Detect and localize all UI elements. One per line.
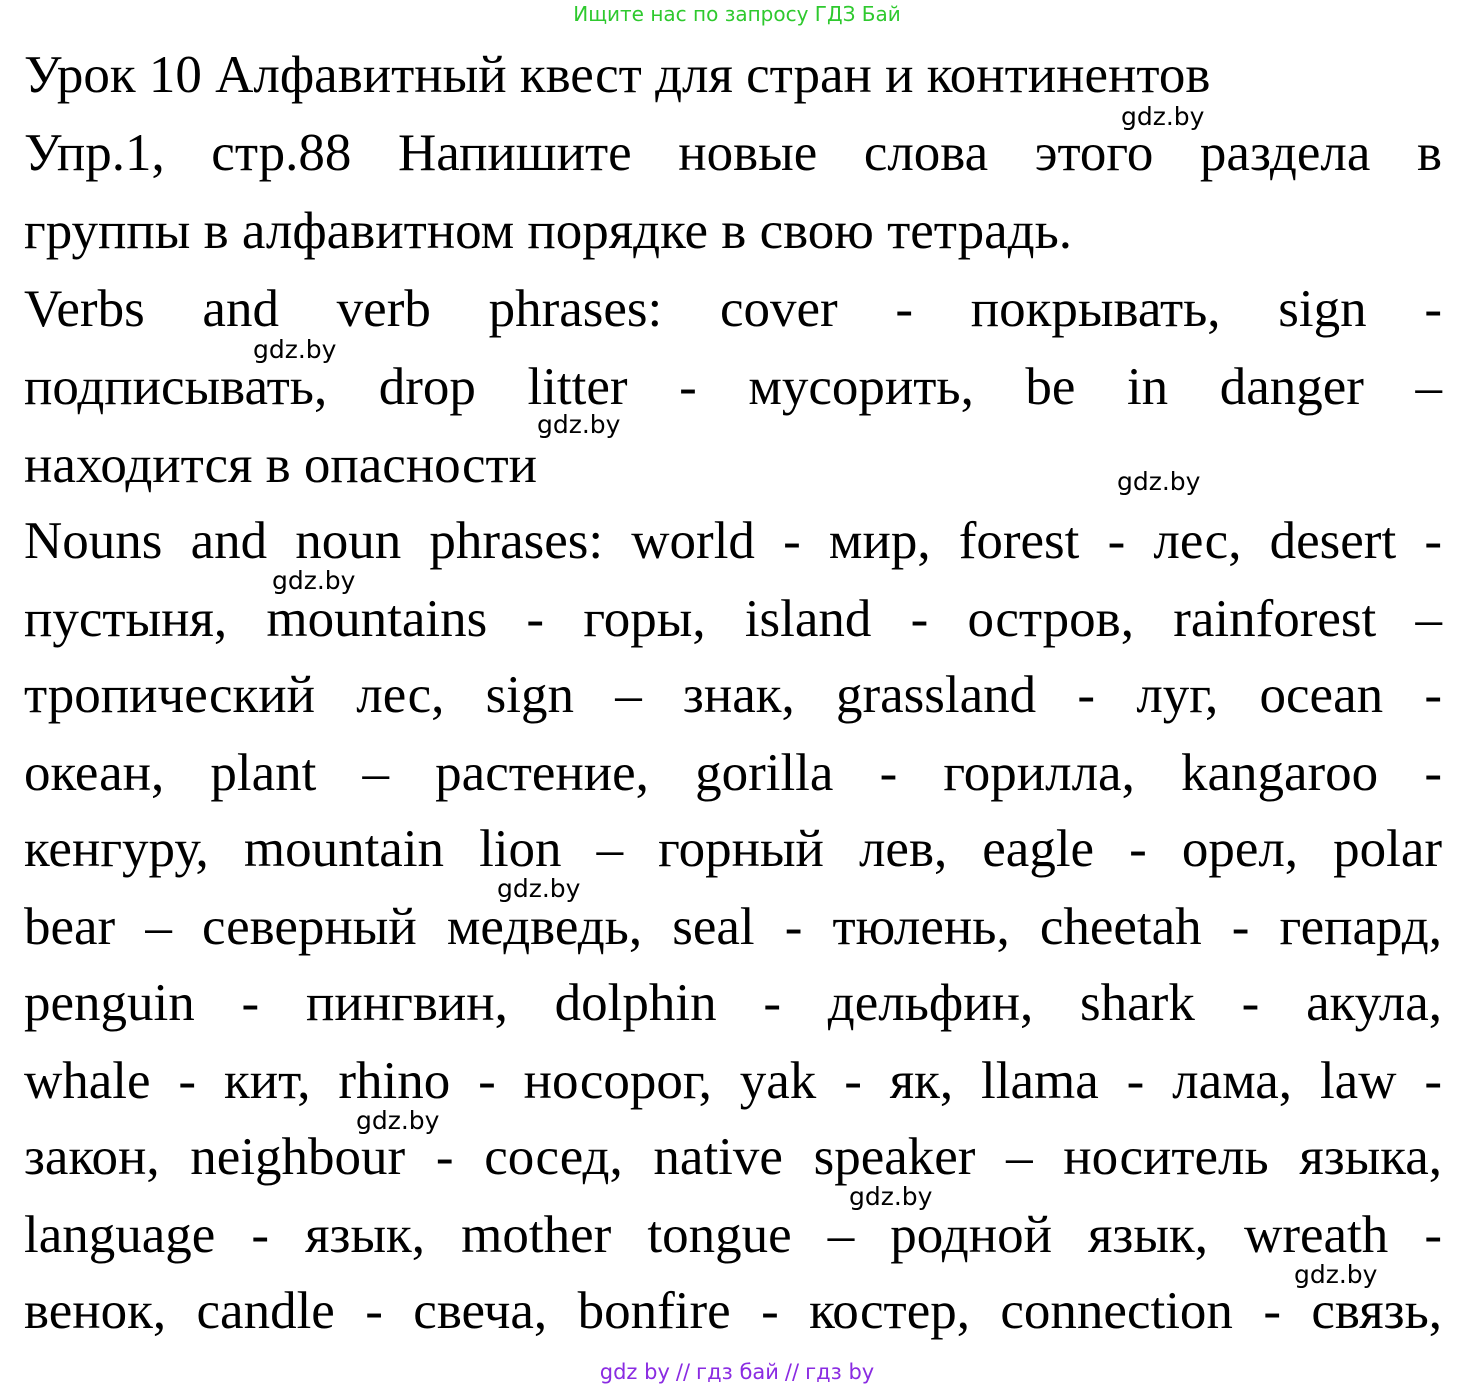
nouns-line-10: language - язык, mother tongue – родной язык, wreath - [24, 1206, 1442, 1264]
watermark: gdz.by [272, 566, 356, 595]
nouns-line-6: bear – северный медведь, seal - тюлень, cheetah - гепард, [24, 898, 1442, 956]
nouns-line-1: Nouns and noun phrases: world - мир, forest - лес, desert - [24, 512, 1442, 570]
task-line-1: Упр.1, стр.88 Напишите новые слова этого раздела в [24, 124, 1442, 182]
nouns-line-11: венок, candle - свеча, bonfire - костер, connection - связь, [24, 1282, 1442, 1340]
lesson-title: Урок 10 Алфавитный квест для стран и континентов [24, 46, 1211, 104]
watermark: gdz.by [1117, 467, 1201, 496]
watermark: gdz.by [1294, 1260, 1378, 1289]
nouns-line-8: whale - кит, rhino - носорог, yak - як, llama - лама, law - [24, 1052, 1442, 1110]
nouns-line-5: кенгуру, mountain lion – горный лев, eagle - орел, polar [24, 820, 1442, 878]
watermark: gdz.by [253, 335, 337, 364]
footer [0, 1357, 1474, 1387]
footer-link-gdz-bay[interactable]: гдз бай [696, 1360, 779, 1384]
verbs-line-3: находится в опасности [24, 436, 538, 494]
verbs-line-2: подписывать, drop litter - мусорить, be in danger – [24, 358, 1442, 416]
nouns-line-2: пустыня, mountains - горы, island - остров, rainforest – [24, 590, 1442, 648]
verbs-line-1: Verbs and verb phrases: cover - покрывать, sign - [24, 280, 1442, 338]
task-line-2: группы в алфавитном порядке в свою тетрадь. [24, 202, 1073, 260]
watermark: gdz.by [356, 1106, 440, 1135]
nouns-line-3: тропический лес, sign – знак, grassland - луг, ocean - [24, 666, 1442, 724]
footer-separator: // [675, 1360, 691, 1384]
nouns-line-4: океан, plant – растение, gorilla - горилла, kangaroo - [24, 744, 1442, 802]
nouns-line-9: закон, neighbour - сосед, native speaker – носитель языка, [24, 1128, 1442, 1186]
top-banner: Ищите нас по запросу ГДЗ Бай [573, 2, 901, 26]
nouns-line-7: penguin - пингвин, dolphin - дельфин, shark - акула, [24, 974, 1442, 1032]
watermark: gdz.by [497, 874, 581, 903]
footer-link-gdz-by[interactable]: gdz by [599, 1360, 670, 1384]
footer-link-gdz-by-cyr[interactable]: гдз by [805, 1360, 875, 1384]
watermark: gdz.by [537, 410, 621, 439]
watermark: gdz.by [849, 1182, 933, 1211]
watermark: gdz.by [1121, 102, 1205, 131]
footer-separator: // [784, 1360, 800, 1384]
